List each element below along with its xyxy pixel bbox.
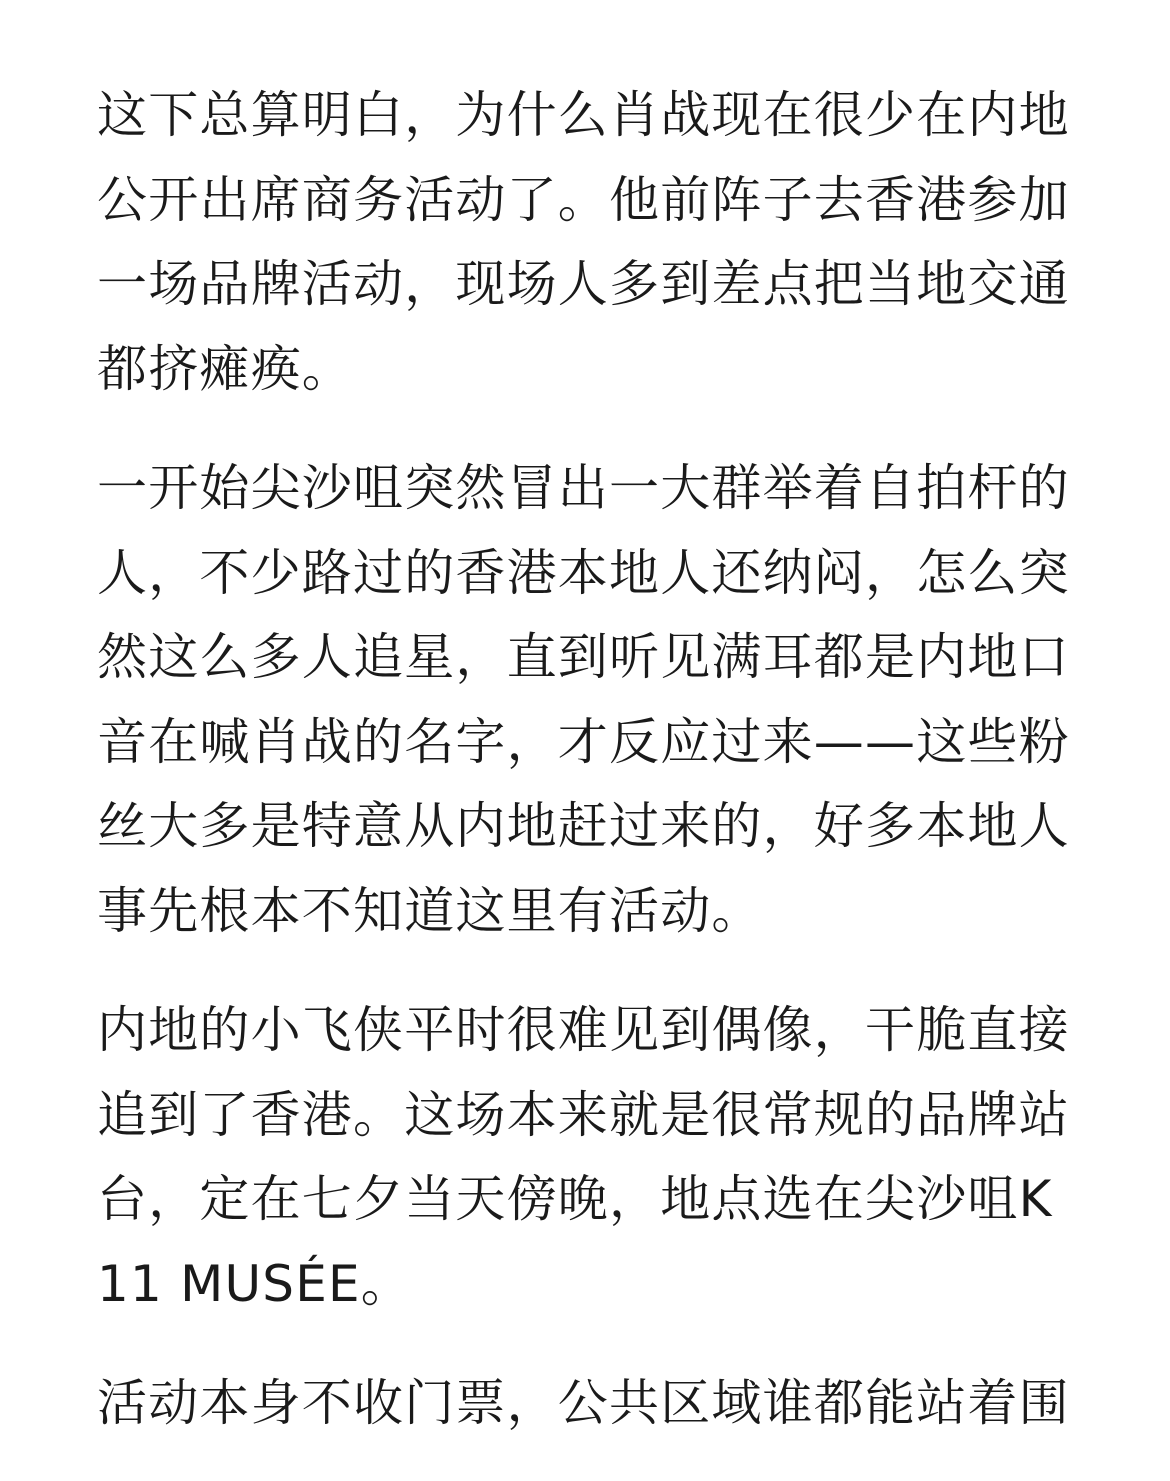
article-paragraph-3: 内地的小飞侠平时很难见到偶像，干脆直接追到了香港。这场本来就是很常规的品牌站台，定在七夕当天傍晚，地点选在尖沙咀K11 MUSÉE。 [97,1001,1070,1313]
article-paragraph-4: 活动本身不收门票，公共区域谁都能站着围 [97,1374,1070,1432]
article-paragraph-2: 一开始尖沙咀突然冒出一大群举着自拍杆的人，不少路过的香港本地人还纳闷，怎么突然这么多人追星，直到听见满耳都是内地口音在喊肖战的名字，才反应过来——这些粉丝大多是特意从内地赶过来的，好多本地人事先根本不知道这里有活动。 [97,459,1070,940]
article-paragraph-1: 这下总算明白，为什么肖战现在很少在内地公开出席商务活动了。他前阵子去香港参加一场品牌活动，现场人多到差点把当地交通都挤瘫痪。 [97,86,1070,398]
article-body [97,73,1077,1481]
